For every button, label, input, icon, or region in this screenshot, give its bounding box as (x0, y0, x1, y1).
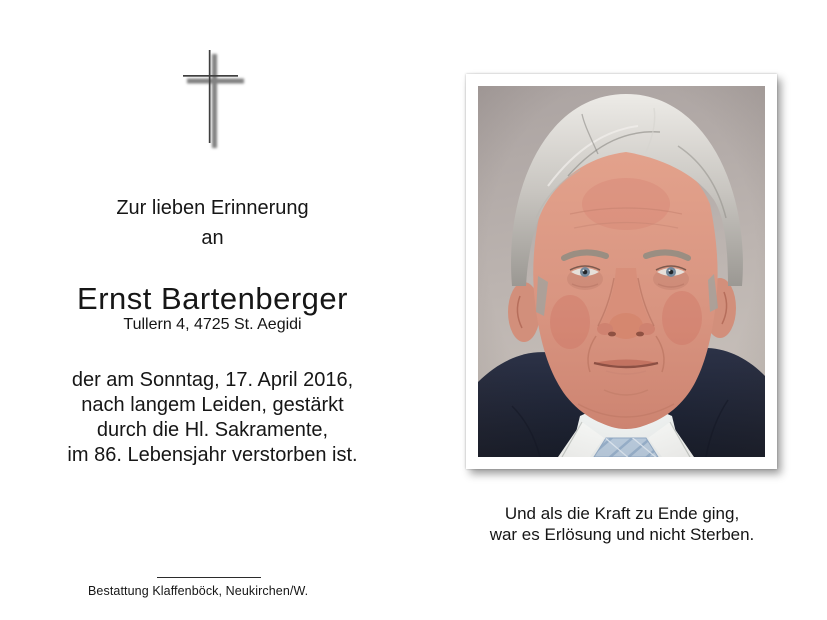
memorial-intro (40, 193, 385, 253)
funeral-home: Bestattung Klaffenböck, Neukirchen/W. (88, 584, 309, 598)
obituary-line: durch die Hl. Sakramente, (96, 419, 329, 441)
quote-line-2: war es Erlösung und nicht Sterben. (489, 525, 755, 544)
portrait-illustration (478, 86, 765, 457)
obituary-line: der am Sonntag, 17. April 2016, (71, 369, 354, 391)
intro-line-2: an (201, 227, 224, 249)
memorial-quote (468, 503, 776, 545)
obituary-line: nach langem Leiden, gestärkt (81, 394, 344, 416)
obituary-text (40, 368, 385, 468)
intro-line-1: Zur lieben Erinnerung (116, 197, 309, 219)
obituary-line: im 86. Lebensjahr verstorben ist. (67, 444, 358, 466)
footer-divider (157, 577, 261, 578)
deceased-name: Ernst Bartenberger (77, 281, 348, 316)
portrait-photo (466, 74, 777, 469)
cross-icon (183, 47, 247, 151)
deceased-address: Tullern 4, 4725 St. Aegidi (123, 316, 302, 333)
quote-line-1: Und als die Kraft zu Ende ging, (504, 504, 740, 523)
